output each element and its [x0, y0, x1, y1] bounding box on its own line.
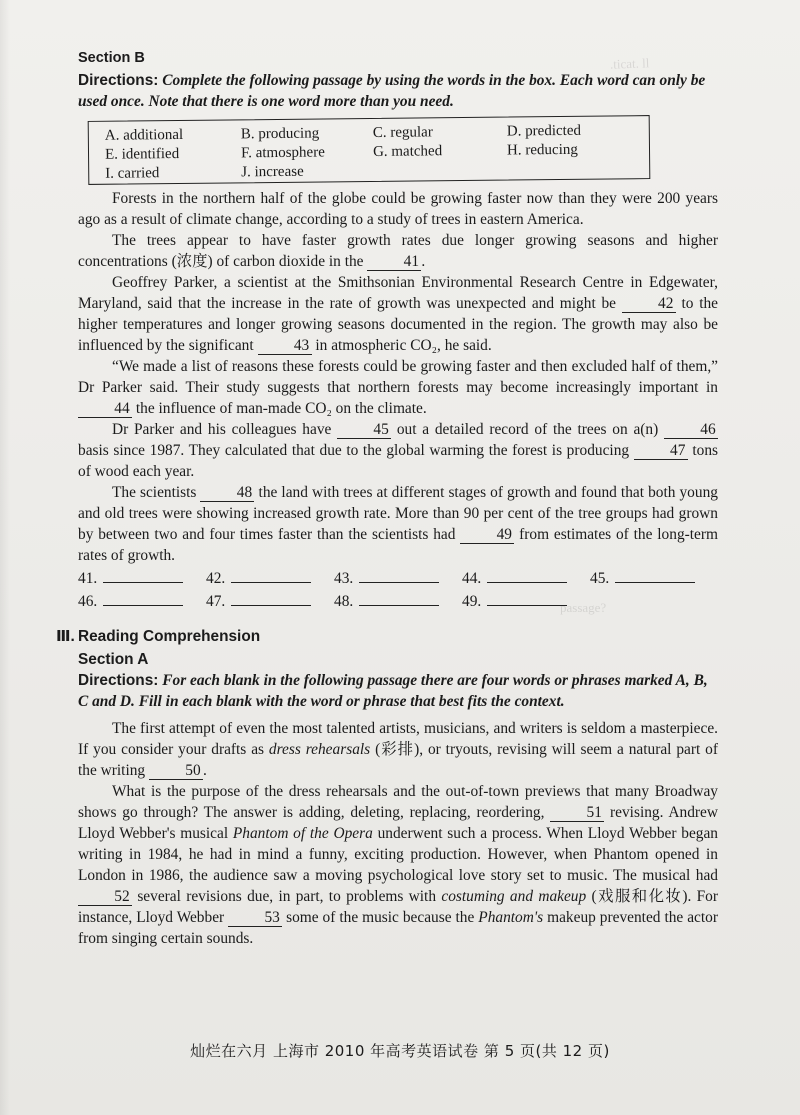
section-roman-numeral: Ⅲ. [56, 628, 75, 645]
word-option: A. additional [104, 126, 184, 144]
section-b-title: Section B [78, 50, 145, 66]
paragraph-text: (彩排), or tryouts, revising will seem a natural part of the writing [78, 741, 718, 779]
answer-slot[interactable] [590, 568, 718, 589]
answer-slot[interactable] [334, 591, 462, 612]
answer-slot[interactable] [78, 568, 206, 589]
paragraph-text: (戏服和化妆). For instance, Lloyd Webber [78, 888, 719, 926]
paragraph [78, 356, 718, 419]
blank-43[interactable]: 43 [258, 338, 312, 355]
directions-label: Directions: [78, 72, 159, 89]
paragraph-text: several revisions due, in part, to problems with [137, 888, 437, 905]
paragraph-text: underwent such a process. When Lloyd Webber began writing in 1984, he had in mind a funny, exciting production. However, when Phantom opened in London in 1986, the audience saw a moving psychological love story set to music. The musical had [78, 825, 718, 884]
bleed-through-text: .ticat. ll [609, 55, 650, 72]
answer-slot[interactable] [462, 591, 590, 612]
paragraph: The first attempt of even the most talented artists, musicians, and writers is seldom a masterpiece. If you consider your drafts as dress rehearsals (彩排), or tryouts, revising will seem a natural part of the writing 50 . [78, 720, 718, 779]
paragraph [78, 419, 718, 482]
blank-48[interactable]: 48 [200, 485, 254, 502]
paragraph-text: some of the music because the [286, 909, 475, 926]
word-option: B. producing [240, 125, 320, 143]
answer-slot[interactable] [206, 591, 334, 612]
directions-label: Directions: [78, 672, 159, 689]
section-a-title: Section A [78, 651, 149, 668]
content [56, 48, 719, 949]
paragraph-text: from estimates of the long-term rates of growth. [78, 526, 718, 564]
paragraph [78, 781, 718, 949]
paragraph-text: Dr Parker and his colleagues have [112, 421, 332, 438]
paragraph-text: tons of wood each year. [78, 442, 718, 480]
italic-text: Phantom's [478, 909, 544, 926]
paragraph-text: The trees appear to have faster growth rates due longer growing seasons and higher concentrations (浓度) of carbon dioxide in the [78, 232, 718, 270]
blank-51[interactable]: 51 [550, 805, 604, 822]
paragraph-text: “We made a list of reasons these forests could be growing faster and then excluded half of them,” Dr Parker said. Their study suggests that northern forests may become increasingly important in [78, 358, 718, 396]
paragraph-text: the influence of man-made CO₂ on the climate. [135, 400, 427, 417]
blank-41[interactable]: 41 [367, 254, 421, 271]
paragraph-text: the land with trees at different stages of growth and found that both young and old trees were showing increased growth rate. More than 90 per cent of the tree groups had grown by between two and four times faster than the scientists had [78, 484, 718, 543]
bleed-through-text: passage? [560, 600, 607, 615]
paragraph: Forests in the northern half of the globe could be growing faster now than they were 200 years ago as a result of climate change, according to a study of trees in eastern America. [78, 190, 718, 228]
answer-label: 48. [334, 593, 354, 610]
page-footer: 灿烂在六月 上海市 2010 年高考英语试卷 第 5 页(共 12 页) [190, 1042, 610, 1060]
section-3-title: Reading Comprehension [78, 628, 261, 645]
blank-47[interactable]: 47 [634, 443, 688, 460]
answer-slot[interactable] [462, 568, 590, 589]
word-option: H. reducing [506, 141, 578, 159]
answer-label: 46. [78, 593, 98, 610]
italic-text: Phantom of the Opera [232, 825, 373, 842]
page-shadow [0, 0, 10, 1115]
answer-label: 49. [462, 593, 482, 610]
word-box [88, 115, 651, 185]
answer-label: 44. [462, 570, 482, 587]
paragraph-text: What is the purpose of the dress rehearsals and the out-of-town previews that many Broadway shows go through? The answer is adding, deleting, replacing, reordering, [78, 783, 718, 821]
blank-50[interactable]: 50 [149, 763, 203, 780]
word-option: D. predicted [506, 122, 582, 140]
answer-slot[interactable] [334, 568, 462, 589]
answer-label: 47. [206, 593, 226, 610]
answer-label: 45. [590, 570, 610, 587]
paragraph-text: in atmospheric CO₂, he said. [315, 337, 492, 354]
blank-44[interactable]: 44 [78, 401, 132, 418]
word-option: F. atmosphere [240, 144, 325, 162]
paragraph-text: The first attempt of even the most talented artists, musicians, and writers is seldom a masterpiece. If you consider your drafts as [78, 720, 718, 758]
answer-slot[interactable] [206, 568, 334, 589]
paragraph-text: The scientists [112, 484, 197, 501]
answer-lines [78, 568, 718, 612]
paragraph-text: to the higher temperatures and longer growing seasons documented in the region. The growth may also be influenced by the significant [78, 295, 718, 354]
blank-52[interactable]: 52 [78, 889, 132, 906]
answer-slot[interactable] [78, 591, 206, 612]
paragraph [78, 482, 718, 566]
word-option: E. identified [104, 145, 180, 163]
blank-46[interactable]: 46 [664, 422, 718, 439]
paragraph-text: makeup prevented the actor from singing certain sounds. [78, 909, 718, 947]
word-option: G. matched [372, 143, 443, 160]
section-a-directions [78, 670, 718, 712]
section-b-directions [78, 70, 718, 112]
paragraph-text: out a detailed record of the trees on a(n) [396, 421, 659, 438]
answer-label: 43. [334, 570, 354, 587]
blank-49[interactable]: 49 [460, 527, 514, 544]
directions-text: Complete the following passage by using the words in the box. Each word can only be used once. Note that there is one word more than you need. [78, 72, 706, 110]
paragraph: The trees appear to have faster growth rates due longer growing seasons and higher concentrations (浓度) of carbon dioxide in the 41 . [78, 232, 718, 270]
answer-label: 41. [78, 570, 98, 587]
blank-53[interactable]: 53 [228, 910, 282, 927]
answer-label: 42. [206, 570, 226, 587]
blank-42[interactable]: 42 [622, 296, 676, 313]
directions-text: For each blank in the following passage there are four words or phrases marked A, B, C and D. Fill in each blank with the word or phrase that best fits the context. [78, 672, 708, 710]
italic-text: costuming and makeup [441, 888, 587, 905]
blank-45[interactable]: 45 [337, 422, 391, 439]
paragraph-text: revising. Andrew Lloyd Webber's musical [78, 804, 718, 842]
word-option: C. regular [372, 124, 433, 141]
word-option: I. carried [105, 165, 160, 182]
paragraph-text: basis since 1987. They calculated that due to the global warming the forest is producing [78, 442, 630, 459]
italic-text: dress rehearsals [268, 741, 371, 758]
paragraph-text: Geoffrey Parker, a scientist at the Smithsonian Environmental Research Centre in Edgewater, Maryland, said that the increase in the rate of growth was unexpected and might be [78, 274, 718, 312]
paragraph [78, 272, 718, 356]
word-option: J. increase [241, 163, 304, 181]
section-3 [56, 626, 719, 949]
